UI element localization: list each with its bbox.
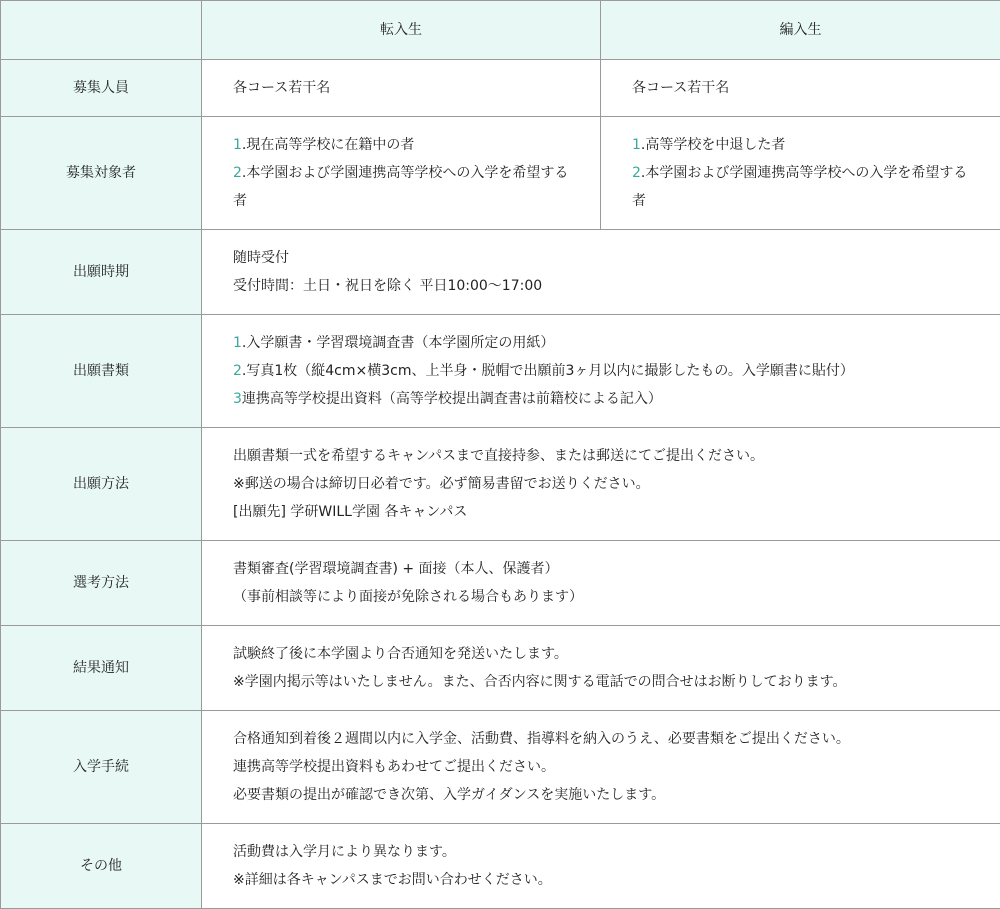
other-line: ※詳細は各キャンパスまでお問い合わせください。 [233,866,970,894]
item-text: .入学願書・学習環境調査書（本学園所定の用紙） [242,335,554,351]
item-number: 1 [233,335,242,351]
column-header-transfer: 転入生 [202,1,601,60]
row-label-result: 結果通知 [1,626,202,711]
row-label-procedure: 入学手続 [1,711,202,824]
row-label-period: 出願時期 [1,230,202,315]
period-line: 受付時間：土日・祝日を除く 平日10:00〜17:00 [233,272,970,300]
row-label-other: その他 [1,824,202,909]
list-item [233,385,970,413]
list-item [233,131,570,159]
procedure-line: 合格通知到着後２週間以内に入学金、活動費、指導料を納入のうえ、必要書類をご提出ください。 [233,725,970,753]
list-item [632,159,970,215]
row-label-method: 出願方法 [1,428,202,541]
item-text: .写真1枚（縦4cm×横3cm、上半身・脱帽で出願前3ヶ月以内に撮影したもの。入学願書に貼付） [242,363,854,379]
selection-line: （事前相談等により面接が免除される場合もあります） [233,583,970,611]
row-period [1,230,1000,315]
item-number: 3 [233,391,242,407]
procedure-line: 連携高等学校提出資料もあわせてご提出ください。 [233,753,970,781]
item-text: .高等学校を中退した者 [641,137,785,153]
item-text: .本学園および学園連携高等学校への入学を希望する者 [632,165,967,209]
documents-cell [202,315,1000,428]
period-cell [202,230,1000,315]
row-selection [1,541,1000,626]
item-text: 連携高等学校提出資料（高等学校提出調査書は前籍校による記入） [242,391,662,407]
item-number: 2 [632,165,641,181]
row-result [1,626,1000,711]
item-text: .現在高等学校に在籍中の者 [242,137,414,153]
result-line: ※学園内掲示等はいたしません。また、合否内容に関する電話での問合せはお断りしております。 [233,668,970,696]
row-documents [1,315,1000,428]
item-number: 2 [233,165,242,181]
eligibility-transfer-cell [202,117,601,230]
item-number: 1 [632,137,641,153]
method-line: [出願先] 学研WILL学園 各キャンパス [233,498,970,526]
item-number: 1 [233,137,242,153]
selection-line: 書類審査(学習環境調査書) + 面接（本人、保護者） [233,555,970,583]
method-line: ※郵送の場合は締切日必着です。必ず簡易書留でお送りください。 [233,470,970,498]
eligibility-enroll-cell [601,117,1000,230]
period-line: 随時受付 [233,244,970,272]
row-method [1,428,1000,541]
list-item [233,357,970,385]
header-corner-cell [1,1,202,60]
row-procedure [1,711,1000,824]
capacity-enroll-value: 各コース若干名 [601,60,1000,117]
procedure-cell [202,711,1000,824]
row-label-eligibility: 募集対象者 [1,117,202,230]
item-number: 2 [233,363,242,379]
list-item [233,159,570,215]
other-line: 活動費は入学月により異なります。 [233,838,970,866]
row-capacity [1,60,1000,117]
list-item [632,131,970,159]
row-eligibility [1,117,1000,230]
result-line: 試験終了後に本学園より合否通知を発送いたします。 [233,640,970,668]
row-label-selection: 選考方法 [1,541,202,626]
other-cell [202,824,1000,909]
row-label-documents: 出願書類 [1,315,202,428]
selection-cell [202,541,1000,626]
header-row [1,1,1000,60]
row-other [1,824,1000,909]
result-cell [202,626,1000,711]
row-label-capacity: 募集人員 [1,60,202,117]
method-line: 出願書類一式を希望するキャンパスまで直接持参、または郵送にてご提出ください。 [233,442,970,470]
list-item [233,329,970,357]
column-header-enroll: 編入生 [601,1,1000,60]
item-text: .本学園および学園連携高等学校への入学を希望する者 [233,165,568,209]
method-cell [202,428,1000,541]
capacity-transfer-value: 各コース若干名 [202,60,601,117]
procedure-line: 必要書類の提出が確認でき次第、入学ガイダンスを実施いたします。 [233,781,970,809]
